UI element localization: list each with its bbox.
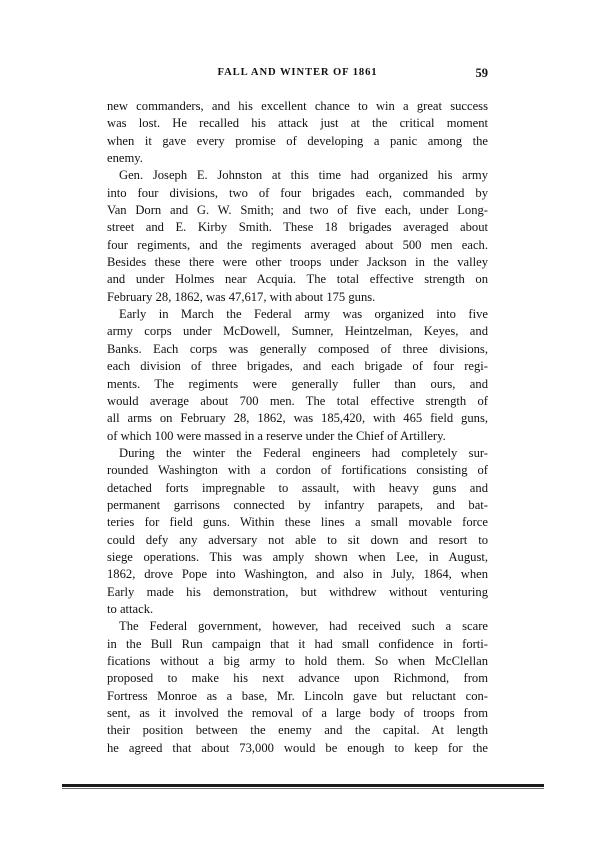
text-line: Early in March the Federal army was organized into five	[119, 307, 488, 322]
text-line: ments. The regiments were generally fuller than ours, and	[107, 376, 488, 391]
text-line: would average about 700 men. The total effective strength of	[107, 393, 488, 408]
page-number: 59	[475, 66, 488, 80]
text-line: to attack.	[107, 601, 154, 616]
text-line: During the winter the Federal engineers had completely sur-	[119, 445, 488, 460]
text-line: Besides these there were other troops under Jackson in the valley	[107, 255, 488, 270]
text-line: rounded Washington with a cordon of fortifications consisting of	[107, 463, 488, 478]
text-line: February 28, 1862, was 47,617, with about 175 guns.	[107, 289, 376, 304]
text-line: 1862, drove Pope into Washington, and also in July, 1864, when	[107, 567, 488, 582]
text-line: each division of three brigades, and each brigade of four regi-	[107, 359, 488, 374]
text-line: four regiments, and the regiments averaged about 500 men each.	[107, 237, 488, 252]
text-line: enemy.	[107, 151, 143, 166]
text-line: when it gave every promise of developing a panic among the	[107, 133, 488, 148]
text-line: Fortress Monroe as a base, Mr. Lincoln gave but reluctant con-	[107, 688, 488, 703]
paragraph-2	[107, 167, 488, 306]
running-title: FALL AND WINTER OF 1861	[217, 67, 378, 78]
text-line: Gen. Joseph E. Johnston at this time had organized his army	[119, 168, 488, 183]
text-line: could defy any adversary not able to sit down and resort to	[107, 532, 488, 547]
text-line: The Federal government, however, had received such a scare	[119, 619, 488, 634]
text-line: street and E. Kirby Smith. These 18 brigades averaged about	[107, 220, 488, 235]
text-line: of which 100 were massed in a reserve under the Chief of Artillery.	[107, 428, 446, 443]
text-line: Early made his demonstration, but withdrew without venturing	[107, 584, 488, 599]
paragraph-4	[107, 445, 488, 618]
running-head	[107, 66, 488, 82]
footer-rule	[62, 784, 544, 787]
text-line: and under Holmes near Acquia. The total effective strength on	[107, 272, 488, 287]
text-line: into four divisions, two of four brigades each, commanded by	[107, 185, 488, 200]
text-line: detached forts impregnable to assault, with heavy guns and	[107, 480, 488, 495]
footer-rule-thin	[62, 788, 544, 789]
text-line: he agreed that about 73,000 would be enough to keep for the	[107, 740, 488, 755]
text-line: their position between the enemy and the capital. At length	[107, 723, 488, 738]
text-line: army corps under McDowell, Sumner, Heintzelman, Keyes, and	[107, 324, 488, 339]
body-text	[107, 98, 488, 757]
text-line: Banks. Each corps was generally composed of three divisions,	[107, 341, 488, 356]
text-line: siege operations. This was amply shown when Lee, in August,	[107, 549, 488, 564]
paragraph-1	[107, 98, 488, 167]
text-line: sent, as it involved the removal of a large body of troops from	[107, 706, 488, 721]
text-line: was lost. He recalled his attack just at the critical moment	[107, 116, 488, 131]
text-line: teries for field guns. Within these lines a small movable force	[107, 515, 488, 530]
text-line: all arms on February 28, 1862, was 185,420, with 465 field guns,	[107, 411, 488, 426]
text-line: Van Dorn and G. W. Smith; and two of five each, under Long-	[107, 203, 488, 218]
paragraph-5	[107, 618, 488, 757]
paragraph-3	[107, 306, 488, 445]
text-line: permanent garrisons connected by infantry parapets, and bat-	[107, 497, 488, 512]
text-line: new commanders, and his excellent chance to win a great success	[107, 99, 488, 113]
text-line: proposed to make his next advance upon Richmond, from	[107, 671, 488, 686]
text-line: in the Bull Run campaign that it had small confidence in forti-	[107, 636, 488, 651]
text-line: fications without a big army to hold them. So when McClellan	[107, 654, 488, 668]
